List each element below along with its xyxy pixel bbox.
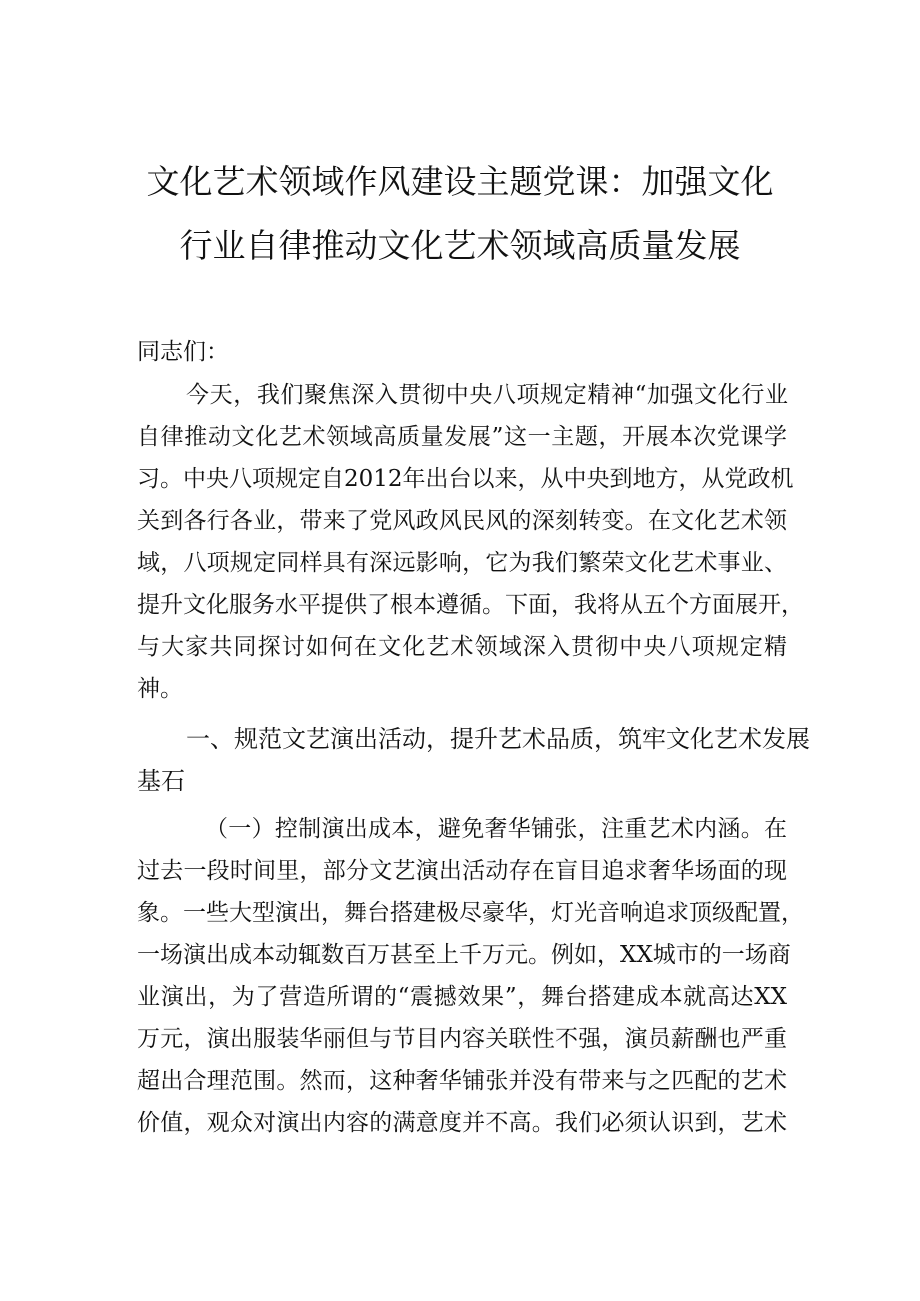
section-1-heading-line-2: 基石	[137, 767, 185, 795]
section-1-heading-line-1: 一、规范文艺演出活动，提升艺术品质，筑牢文化艺术发展	[186, 725, 810, 753]
document-title-line-1: 文化艺术领域作风建设主题党课：加强文化	[146, 162, 774, 201]
subsection-1-line-3: 象。一些大型演出，舞台搭建极尽豪华，灯光音响追求顶级配置，	[137, 900, 804, 926]
intro-line-3: 习。中央八项规定自2012年出台以来，从中央到地方，从党政机	[137, 466, 794, 492]
subsection-1-line-2: 过去一段时间里，部分文艺演出活动存在盲目追求奢华场面的现	[137, 858, 787, 884]
subsection-1-line-7: 超出合理范围。然而，这种奢华铺张并没有带来与之匹配的艺术	[137, 1068, 787, 1094]
subsection-1-line-8: 价值，观众对演出内容的满意度并不高。我们必须认识到，艺术	[137, 1110, 787, 1136]
subsection-1-line-1: （一）控制演出成本，避免奢华铺张，注重艺术内涵。在	[205, 816, 787, 842]
intro-line-8: 神。	[137, 676, 183, 702]
intro-line-7: 与大家共同探讨如何在文化艺术领域深入贯彻中央八项规定精	[137, 634, 787, 660]
subsection-1-line-6: 万元，演出服装华丽但与节目内容关联性不强，演员薪酬也严重	[137, 1026, 787, 1052]
subsection-1-line-5: 业演出，为了营造所谓的“震撼效果”，舞台搭建成本就高达XX	[137, 984, 787, 1010]
intro-line-6: 提升文化服务水平提供了根本遵循。下面，我将从五个方面展开，	[137, 592, 804, 618]
intro-line-5: 域，八项规定同样具有深远影响，它为我们繁荣文化艺术事业、	[137, 550, 787, 576]
document-title-line-2: 行业自律推动文化艺术领域高质量发展	[179, 226, 741, 265]
salutation: 同志们：	[137, 339, 229, 365]
subsection-1-line-4: 一场演出成本动辄数百万甚至上千万元。例如，XX城市的一场商	[137, 942, 791, 968]
intro-line-1: 今天，我们聚焦深入贯彻中央八项规定精神“加强文化行业	[186, 382, 788, 408]
intro-line-2: 自律推动文化艺术领域高质量发展”这一主题，开展本次党课学	[137, 424, 787, 450]
intro-line-4: 关到各行各业，带来了党风政风民风的深刻转变。在文化艺术领	[137, 508, 787, 534]
